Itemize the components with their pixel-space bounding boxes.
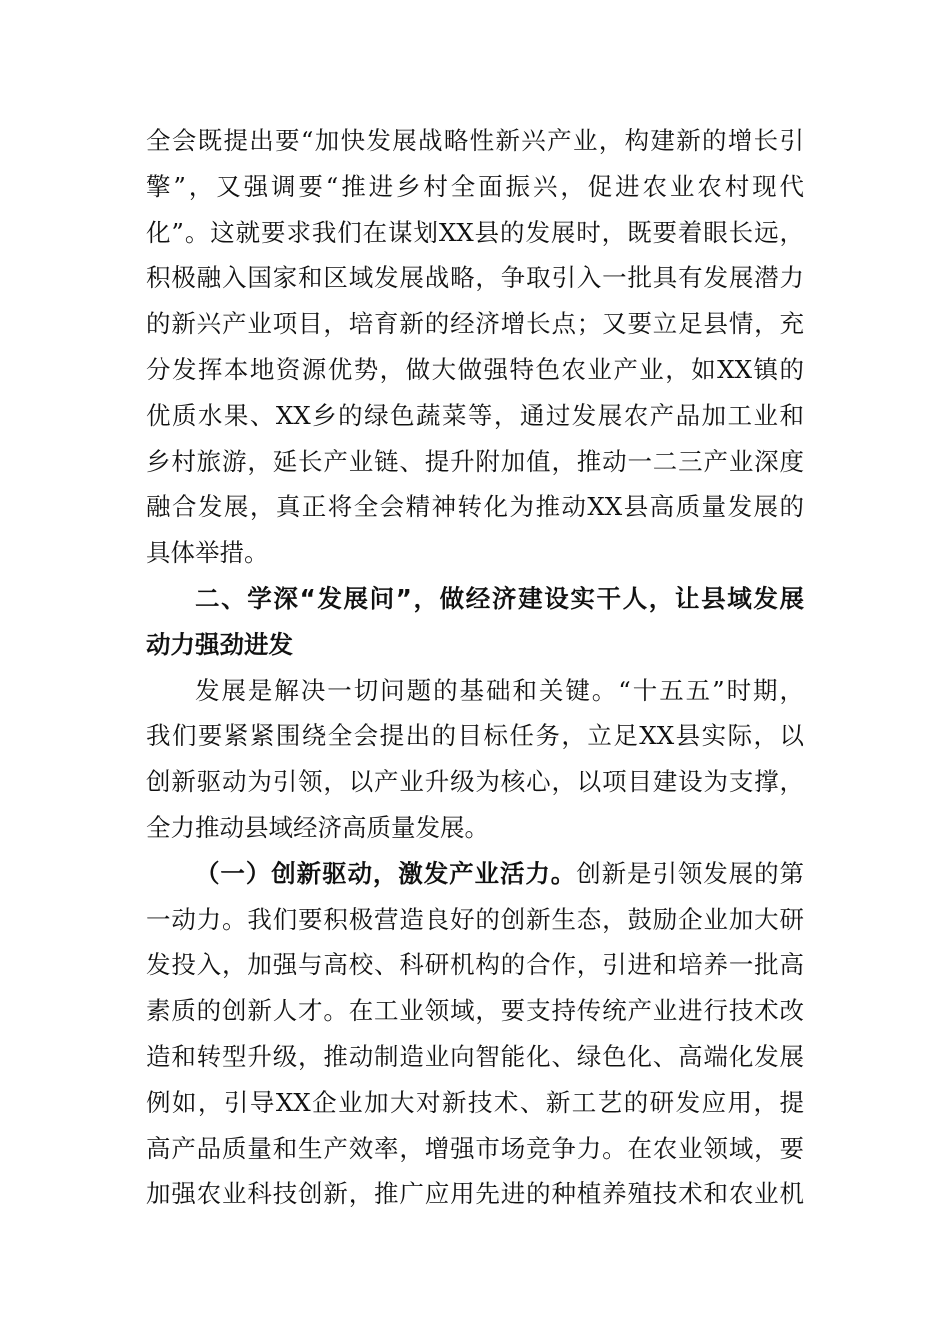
text-line: 积极融入国家和区域发展战略，争取引入一批具有发展潜力: [146, 263, 804, 293]
text-line: 素质的创新人才。在工业领域，要支持传统产业进行技术改: [146, 996, 804, 1026]
paragraph-2: [146, 668, 804, 851]
heading-line: 二、学深“发展问”，做经济建设实干人，让县域发展: [195, 583, 804, 613]
section-heading-2: [146, 576, 804, 668]
text-line: 发投入，加强与高校、科研机构的合作，引进和培养一批高: [146, 950, 804, 980]
text-line: 例如，引导XX企业加大对新技术、新工艺的研发应用，提: [146, 1087, 804, 1117]
text-line: 化”。这就要求我们在谋划XX县的发展时，既要着眼长远，: [146, 217, 804, 247]
text-line: 创新驱动为引领，以产业升级为核心，以项目建设为支撑，: [146, 767, 804, 797]
text-line: 我们要紧紧围绕全会提出的目标任务，立足XX县实际，以: [146, 721, 804, 751]
text-line: 一动力。我们要积极营造良好的创新生态，鼓励企业加大研: [146, 904, 804, 934]
text-line: 造和转型升级，推动制造业向智能化、绿色化、高端化发展: [146, 1041, 804, 1071]
text-line: 全会既提出要“加快发展战略性新兴产业，构建新的增长引: [146, 126, 804, 155]
text-line: 加强农业科技创新，推广应用先进的种植养殖技术和农业机: [146, 1179, 804, 1209]
text-line: 优质水果、XX乡的绿色蔬菜等，通过发展农产品加工业和: [146, 400, 804, 430]
text-line: 全力推动县域经济高质量发展。: [146, 812, 489, 842]
text-line: 擎”，又强调要“推进乡村全面振兴，促进农业农村现代: [146, 171, 804, 201]
text-fragment: 创新是引领发展的第: [576, 858, 804, 888]
text-line: 融合发展，真正将全会精神转化为推动XX县高质量发展的: [146, 492, 804, 522]
paragraph-3: [146, 851, 804, 1217]
heading-line: 动力强劲进发: [146, 629, 293, 659]
paragraph-1: [146, 118, 804, 576]
text-line: 乡村旅游，延长产业链、提升附加值，推动一二三产业深度: [146, 446, 804, 476]
subheading-lead: （一）创新驱动，激发产业活力。: [195, 858, 577, 888]
text-line: 发展是解决一切问题的基础和关键。“十五五”时期，: [195, 675, 804, 705]
text-line: 分发挥本地资源优势，做大做强特色农业产业，如XX镇的: [146, 354, 804, 384]
text-line: 的新兴产业项目，培育新的经济增长点；又要立足县情，充: [146, 309, 804, 339]
text-line: 具体举措。: [146, 538, 269, 568]
text-line: 高产品质量和生产效率，增强市场竞争力。在农业领域，要: [146, 1133, 804, 1163]
text-line-with-lead: [146, 851, 804, 897]
